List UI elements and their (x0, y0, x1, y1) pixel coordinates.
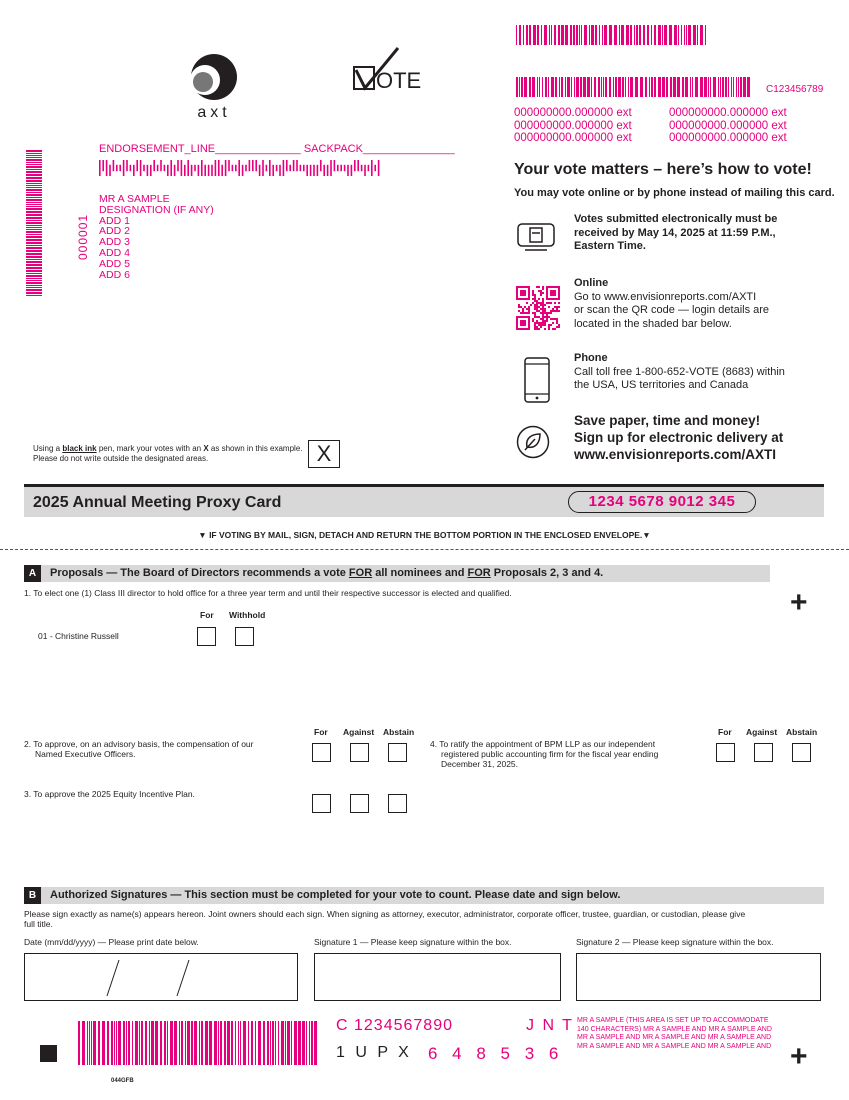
address-line: ADD 3 (99, 236, 130, 249)
vote-logo-text: OTE (376, 68, 422, 93)
address-line: ADD 2 (99, 225, 130, 238)
address-line: DESIGNATION (IF ANY) (99, 203, 214, 216)
p2-against-checkbox[interactable] (350, 743, 369, 762)
ballot-monitor-icon (517, 223, 555, 256)
phone-voting: Phone Call toll free 1-800-652-VOTE (8683) within the USA, US territories and Canada (574, 352, 785, 391)
address-line: ADD 5 (99, 257, 130, 270)
date-label: Date (mm/dd/yyyy) — Please print date below. (24, 937, 199, 947)
nominee-name: 01 - Christine Russell (38, 631, 119, 641)
vote-matters-title: Your vote matters – here’s how to vote! (514, 161, 812, 178)
registration-plus-icon: + (790, 586, 808, 619)
section-a-letter: A (24, 565, 41, 582)
account-number: C 1234567890 (336, 1017, 453, 1034)
detach-line (0, 549, 849, 550)
p2-col-against: Against (343, 727, 375, 737)
registration-plus-icon: + (790, 1040, 808, 1073)
jnt-code: J N T (526, 1017, 574, 1034)
col-withhold-label: Withhold (229, 610, 266, 620)
vote-matters-subtitle: You may vote online or by phone instead of mailing this card. (514, 187, 835, 199)
p2-for-checkbox[interactable] (312, 743, 331, 762)
card-title: 2025 Annual Meeting Proxy Card (33, 494, 282, 511)
upx-code: 1 U P X (336, 1044, 412, 1061)
p4-for-checkbox[interactable] (716, 743, 735, 762)
date-separators-icon (25, 954, 299, 1002)
address-line: MR A SAMPLE (99, 193, 170, 205)
mailing-address (99, 194, 214, 280)
date-input-box[interactable] (24, 953, 298, 1001)
signature-2-box[interactable] (576, 953, 821, 1001)
marking-instructions: Using a black ink pen, mark your votes with an X as shown in this example. Please do not write outside the designated areas. (33, 444, 303, 463)
pin-code: 1234 5678 9012 345 (568, 491, 756, 513)
form-code: 044GFB (111, 1078, 134, 1084)
example-mark-box: X (308, 440, 340, 468)
signing-instructions: Please sign exactly as name(s) appears hereon. Joint owners should each sign. When signing as attorney, executor, administrator, corporate officer, trustee, guardian, or custodian, please give full title. (24, 909, 746, 929)
section-b-heading: Authorized Signatures — This section must be completed for your vote to count. Please date and sign below. (50, 889, 621, 901)
postal-barcode (99, 160, 381, 176)
proposal-3-text: 3. To approve the 2025 Equity Incentive Plan. (24, 789, 195, 799)
p2-col-for: For (314, 727, 328, 737)
top-barcode-2 (516, 77, 750, 97)
leaf-icon (516, 425, 550, 464)
control-number: C123456789 (766, 84, 824, 95)
job-number: 6 4 8 5 3 6 (428, 1044, 564, 1063)
address-line: ADD 4 (99, 246, 130, 259)
registration-square (40, 1045, 57, 1062)
proposal-2-text: 2. To approve, on an advisory basis, the compensation of our Named Executive Officers. (24, 739, 254, 759)
nominee-for-checkbox[interactable] (197, 627, 216, 646)
deadline-text: Votes submitted electronically must be received by May 14, 2025 at 11:59 P.M., Eastern Time. (574, 213, 778, 252)
company-name: axt (197, 104, 231, 121)
ext-codes: 000000000.000000 ext 000000000.000000 ext 000000000.000000 ext 000000000.000000 ext 000000000.000000 ext 000000000.000000 ext (514, 107, 787, 145)
p4-against-checkbox[interactable] (754, 743, 773, 762)
phone-icon (524, 357, 550, 408)
top-barcode-1 (516, 25, 708, 45)
p3-against-checkbox[interactable] (350, 794, 369, 813)
address-line: ADD 1 (99, 214, 130, 227)
signature-2-label: Signature 2 — Please keep signature within the box. (576, 937, 774, 947)
address-line: ADD 6 (99, 268, 130, 281)
online-voting: Online Go to www.envisionreports.com/AXTI or scan the QR code — login details are located in the shaded bar below. (574, 277, 770, 330)
p2-col-abstain: Abstain (383, 727, 415, 737)
shareholder-name-block: MR A SAMPLE (THIS AREA IS SET UP TO ACCOMMODATE 140 CHARACTERS) MR A SAMPLE AND MR A SAMPLE AND MR A SAMPLE AND MR A SAMPLE AND MR A SAMPLE AND MR A SAMPLE AND MR A SAMPLE AND MR A SAMPLE AND (577, 1017, 772, 1050)
p3-abstain-checkbox[interactable] (388, 794, 407, 813)
detach-instruction: ▼ IF VOTING BY MAIL, SIGN, DETACH AND RETURN THE BOTTOM PORTION IN THE ENCLOSED ENVELOPE.▼ (198, 530, 651, 540)
bottom-barcode (78, 1021, 320, 1065)
p4-col-for: For (718, 727, 732, 737)
vertical-barcode (26, 150, 42, 296)
p4-col-against: Against (746, 727, 778, 737)
section-b-letter: B (24, 887, 41, 904)
proposal-1-text: 1. To elect one (1) Class III director to hold office for a three year term and until their respective successor is elected and qualified. (24, 588, 512, 598)
signature-1-box[interactable] (314, 953, 561, 1001)
proposal-4-text: 4. To ratify the appointment of BPM LLP as our independent registered public accounting firm for the fiscal year ending December 31, 2025. (430, 739, 659, 769)
sequence-code: 000001 (76, 213, 90, 260)
p4-col-abstain: Abstain (786, 727, 818, 737)
nominee-withhold-checkbox[interactable] (235, 627, 254, 646)
qr-code-icon (516, 286, 560, 335)
p4-abstain-checkbox[interactable] (792, 743, 811, 762)
p3-for-checkbox[interactable] (312, 794, 331, 813)
phone-title: Phone (574, 352, 608, 364)
p2-abstain-checkbox[interactable] (388, 743, 407, 762)
signature-1-label: Signature 1 — Please keep signature within the box. (314, 937, 512, 947)
paperless-text: Save paper, time and money! Sign up for electronic delivery at www.envisionreports.com/AXTI (574, 413, 784, 462)
vote-logo-icon (352, 46, 434, 94)
col-for-label: For (200, 610, 214, 620)
endorsement-line: ENDORSEMENT_LINE______________ SACKPACK_______________ (99, 143, 455, 155)
section-a-heading: Proposals — The Board of Directors recommends a vote FOR all nominees and FOR Proposals 2, 3 and 4. (50, 567, 604, 579)
online-title: Online (574, 277, 609, 289)
